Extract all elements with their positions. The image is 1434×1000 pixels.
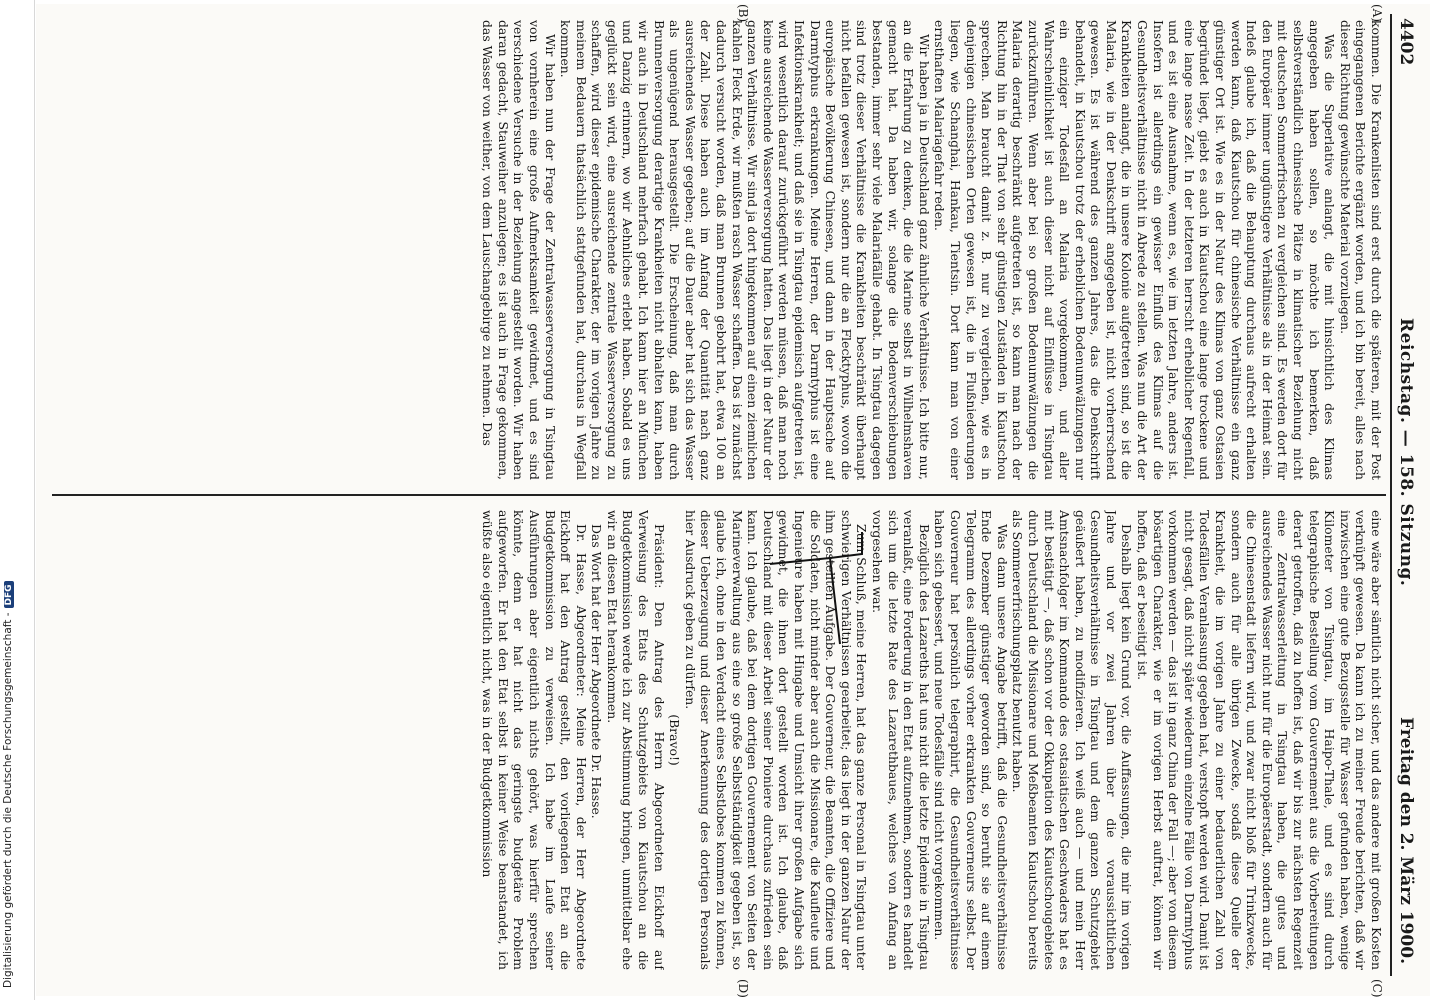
margin-mark-a: (A) bbox=[1370, 4, 1384, 23]
page-number: 4402 bbox=[1396, 18, 1416, 66]
margin-mark-b: (B) bbox=[736, 4, 750, 23]
paragraph: Deshalb liegt kein Grund vor, die Auffassungen, die mir im vorigen Jahre und vor zwei Jahren über die voraussichtlichen Gesundheitsverhältnisse in Tsingtau und dem ganzen Schutzgebiet geäußert haben, zu modifizieren. Ich weiß auch — und mein Herr Amtsnachfolger im Kommando des ostasiatischen Geschwaders hat es mit bestätigt —, daß schon vor der Okkupation des Kiautschougebietes durch Deutschland die Missionare und Meßbeamten Kiautschou bereits als Sommererfrischungsplatz benutzt haben. bbox=[1010, 510, 1135, 970]
credit-text: Digitalisierung gefördert durch die Deutsche Forschungsgemeinschaft - bbox=[2, 612, 14, 988]
page-header bbox=[1392, 18, 1422, 978]
right-column bbox=[44, 510, 1384, 970]
paragraph: eine wäre aber sämtlich nicht sicher, und das andere mit großen Kosten verknüpft gewesen. Da kann ich zu meiner Freude berichten, daß wir inzwischen eine gute Bezugsstelle für Wasser gefunden haben, wenige Kilometer von Tsingtau, im Haipo-Thale, und es sind durch telegraphische Bestellung vom Gouvernement aus die Vorbereitungen derart getroffen, daß zu hoffen ist, daß wir bis zur nächsten Regenzeit eine Zentralwasserleitung in Tsingtau haben, die gutes und ausreichendes Wasser nicht nur für die Europäerstadt, sondern auch für die Chinesenstadt liefern wird, und zwar nicht bloß für Trinkzwecke, sondern auch für alle übrigen Zwecke, sodaß diese Quelle der Krankheit, die im vorigen Jahre zu einer bedauerlichen Zahl von Todesfällen Veranlassung gegeben hat, verstopft werden wird. Damit ist nicht gesagt, daß nicht später wiederum einzelne Fälle von Darmtyphus vorkommen werden — das ist in ganz China der Fall —; aber von diesem bösartigen Charakter, wie er im vorigen Herbst auftrat, können wir hoffen, daß er beseitigt ist. bbox=[1135, 510, 1384, 970]
paragraph: Bezüglich des Lazareths hat uns nicht die letzte Epidemie in Tsingtau veranlaßt, eine Forderung in den Etat aufzunehmen, sondern es handelt sich um die letzte Rate des Lazarethbaues, welches von Anfang an vorgesehen war. bbox=[870, 510, 932, 970]
column-divider bbox=[52, 494, 1386, 496]
pen-annotation-mark bbox=[760, 524, 870, 664]
paragraph: Präsident: Den Antrag des Herrn Abgeordneten Eickhoff auf Verweisung des Etats des Schutzgebiets von Kiautschou an die Budgetkommission werde ich zur Abstimmung bringen, unmittelbar ehe wir an diesen Etat herankommen. bbox=[604, 510, 667, 970]
left-column bbox=[44, 20, 1384, 480]
header-rule bbox=[1390, 14, 1392, 976]
paragraph: Wir haben ja in Deutschland ganz ähnliche Verhältnisse. Ich bitte nur, an die Erfahrung zu denken, die die Marine selbst in Wilhelmshaven gemacht hat. Da haben wir, solange die Bodenverschiebungen bestanden, immer sehr viele Malariafälle gehabt. In Tsingtau dagegen sind trotz dieser Verhältnisse die Krankheiten beschränkt überhaupt nicht befallen gewesen ist, sondern nur die an Flecktyphus, wovon die europäische Bevölkerung Chinesen, und dann in der Hauptsache auf Darmtyphus erkrankungen. Meine Herren, der Darmtyphus ist eine Infektionskrankheit; und daß sie in Tsingtau epidemisch aufgetreten ist, wird wesentlich darauf zurückgeführt werden müssen, daß man noch keine ausreichende Wasserversorgung hatten. Das liegt in der Natur der ganzen Verhältnisse. Wir sind ja dort hingekommen auf einen ziemlichen kahlen Fleck Erde, wir mußten rasch Wasser schaffen. Das ist zunächst dadurch versucht worden, daß man Brunnen gebohrt hat, etwa 100 an der Zahl. Diese haben auch im Anfang der Quantität nach ganz ausreichendes Wasser gegeben; auf die Dauer aber hat sich das Wasser als ungenügend herausgestellt. Die Erscheinung, daß man durch Brunnenversorgung derartige Krankheiten nicht abhalten kann, haben wir auch in Deutschland mehrfach gehabt. Ich kann hier an München und Danzig erinnern, wo wir Aehnliches erlebt haben. Sobald es uns geglückt sein wird, eine ausreichende zentrale Wasserversorgung zu schaffen, wird dieser epidemische Charakter, der im vorigen Jahre zu meinem Bedauern thatsächlich stattgefunden hat, durchaus in Wegfall kommen. bbox=[558, 20, 932, 480]
applause-note: (Bravo!) bbox=[667, 714, 683, 766]
digitization-credit bbox=[2, 584, 14, 988]
dfg-logo: DFG bbox=[4, 581, 14, 608]
margin-mark-d: (D) bbox=[736, 979, 750, 998]
margin-mark-c: (C) bbox=[1370, 979, 1384, 998]
session-title: Reichstag. — 158. Sitzung. bbox=[1396, 318, 1416, 587]
paragraph: Was die Superlative anlangt, die mit hinsichtlich des Klimas angegeben haben sollen, so möchte ich bemerken, daß selbstverständlich chinesische Plätze in klimatischer Beziehung nicht mit deutschen Sommerfrischen zu vergleichen sind. Es werden dort für den Europäer immer ungünstigere Verhältnisse als in der Heimat sein. Indeß glaube ich, daß die Behauptung durchaus aufrecht erhalten werden kann, daß Kiautschou für chinesische Verhältnisse ein ganz günstiger Ort ist. Wie es in der Natur des Klimas von ganz Ostasien begründet liegt, giebt es auch in Kiautschou eine lange trockene und eine lange nasse Zeit. In der letzteren herrscht erheblicher Regenfall, und es ist eine Ausnahme, wenn es, wie im letzten Jahre, anders ist. Insofern ist allerdings ein gewisser Einfluß des Klimas auf die Gesundheitsverhältnisse nicht in Abrede zu stellen. Was nun die Art der Krankheiten anlangt, die in unsere Kolonie aufgetreten sind, so ist die Malaria, wie in der Denkschrift angegeben ist, nicht vorherrschend gewesen. Es ist während des ganzen Jahres, das die Denkschrift behandelt, in Kiautschou trotz der erheblichen Bodenumwälzungen nur ein einziger Todesfall an Malaria vorgekommen, und aller Wahrscheinlichkeit ist auch dieser nicht auf Einflüsse in Tsingtau zurückzuführen. Wenn aber bei so großen Bodenumwälzungen die Malaria derartig beschränkt aufgetreten ist, so kann man nach der Richtung hin in der That von sehr günstigen Zuständen in Kiautschou sprechen. Man braucht damit z. B. nur zu vergleichen, wie es in denjenigen chinesischen Orten gewesen ist, die in Flußniederungen liegen, wie Schanghai, Hankau, Tientsin. Dort kann man von einer ernsthaften Malariagefahr reden. bbox=[932, 20, 1338, 480]
paragraph: Wir haben nun der Frage der Zentralwasserversorgung in Tsingtau von vornherein eine große Aufmerksamkeit gewidmet, und es sind verschiedene Versuche in der Beziehung angestellt worden. Wir haben daran gedacht, Stauweiher anzulegen; es ist auch in Frage gekommen, das Wasser von weither, von dem Lauschangebirge zu nehmen. Das bbox=[480, 20, 558, 480]
rotated-print bbox=[36, 4, 1430, 996]
paragraph: Das Wort hat der Herr Abgeordnete Dr. Hasse. bbox=[589, 524, 605, 819]
paragraph: Was dann unsere Angabe betrifft, daß die Gesundheitsverhältnisse Ende Dezember günstiger geworden sind, so beruht sie auf einem Telegramm des allerdings vorher erkrankten Gouverneurs selbst. Der Gouverneur hat persönlich telegraphirt, die Gesundheitsverhältnisse haben sich gebessert, und neue Todesfälle sind nicht vorgekommen. bbox=[932, 510, 1010, 970]
paragraph: Dr. Hasse, Abgeordneter: Meine Herren, der Herr Abgeordnete Eickhoff hat den Antrag gestellt, den vorliegenden Etat an die Budgetkommission zu verweisen. Ich habe im Laufe seiner Ausführungen aber eigentlich nichts gehört, was hierfür sprechen könnte, denn er hat nicht das geringste budgetäre Problem aufgeworfen. Er hat den Etat selbst in keiner Weise beanstandet, ich wüßte also eigentlich nicht, was in der Budgetkommission bbox=[480, 510, 589, 970]
session-date: Freitag den 2. März 1900. bbox=[1396, 717, 1416, 964]
scan-border bbox=[34, 0, 35, 1000]
scanned-page bbox=[36, 4, 1430, 996]
paragraph: kommen. Die Krankenlisten sind erst durch die späteren, mit der Post eingegangenen Berichte ergänzt worden, und ich bin bereit, alles nach dieser Richtung gewünschte Material vorzulegen. bbox=[1337, 20, 1384, 480]
paragraph: Zum Schluß, meine Herren, hat das ganze Personal in Tsingtau unter schwierigen Verhältnissen gearbeitet; das liegt in der ganzen Natur der ihm gestellten Aufgabe. Der Gouverneur, die Beamten, die Offiziere und die Soldaten, nicht minder aber auch die Missionare, die Kaufleute und Ingenieure haben mit Hingabe und Umsicht ihrer großen Aufgabe sich gewidmet, die ihnen dort gestellt worden ist. Ich glaube, daß Deutschland mit dieser Arbeit seiner Pioniere durchaus zufrieden sein kann. Ich glaube, daß bei dem dortigen Gouvernement von Seiten der Marineverwaltung aus eine so große Selbstständigkeit gegeben ist, so glaube ich, ohne in den Verdacht eines Selbstlobes kommen zu können, dieser Ueberzeugung und dieser Anerkennung des dortigen Personals hier Ausdruck geben zu dürfen. bbox=[682, 510, 870, 970]
